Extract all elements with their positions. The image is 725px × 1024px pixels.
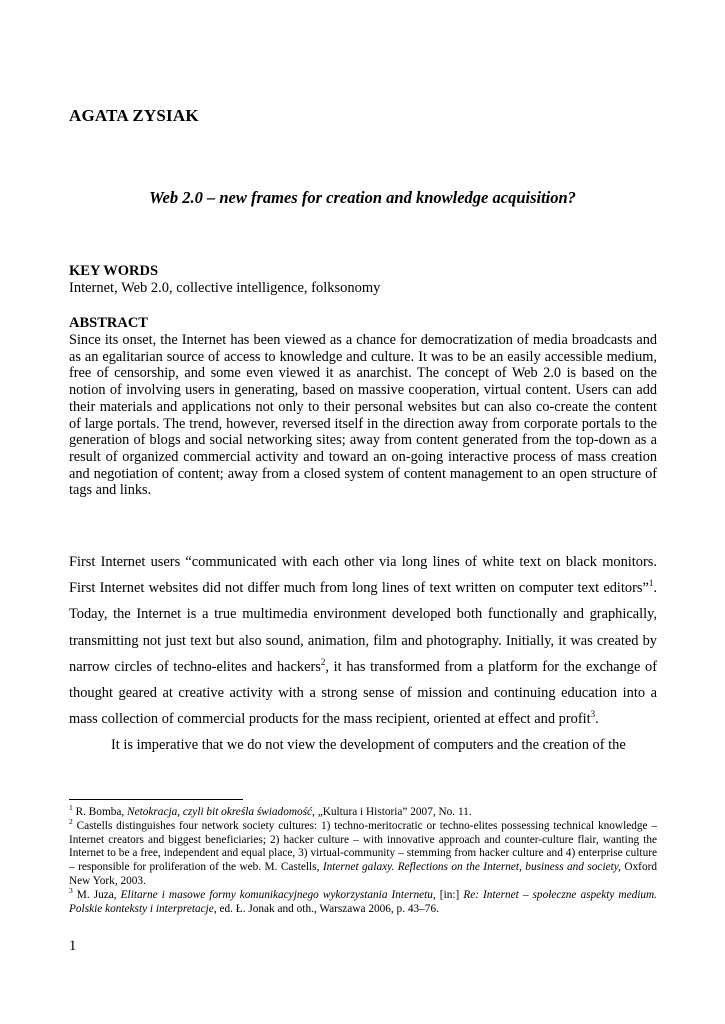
footnote-text: , „Kultura i Historia” 2007, No. 11. <box>312 806 472 818</box>
abstract-text: Since its onset, the Internet has been viewed as a chance for democratization of media broadcasts and as an egalitarian source of access to knowledge and culture. It was to be an easily accessible medium, free of censorship, and some even viewed it as anarchist. The concept of Web 2.0 is based on the notion of involving users in generating, based on massive cooperation, virtual content. Users can add their materials and applications not only to their personal websites but can also co-create the content of large portals. The trend, however, reversed itself in the direction away from corporate portals to the generation of blogs and social networking sites; away from content generated from the top-down as a result of organized commercial activity and toward an on-going interactive process of mass creation and negotiation of content; away from a closed system of content management to an open structure of tags and links. <box>69 332 657 499</box>
author-name: AGATA ZYSIAK <box>69 106 199 125</box>
footnote-text: Castells distinguishes four network society cultures: 1) techno-meritocratic or techno-elites possessing technical knowledge – Internet creators and biggest beneficiaries; 2) hacker culture – with innovative approach and counter-culture flair, wanting the Internet to be a free, independent and equal place, 3) virtual-community – stemming from hacker culture and 4) enterprise culture – responsible for proliferation of the web. M. Castells, <box>69 819 657 874</box>
body-text-run: First Internet users “communicated with each other via long lines of white text on black monitors. First Internet websites did not differ much from long lines of text written on computer text editors” <box>69 554 657 597</box>
footnote-italic: Elitarne i masowe formy komunikacyjnego wykorzystania Internetu <box>120 888 433 901</box>
page-number: 1 <box>69 938 77 954</box>
body-text-run: . Today, the Internet is a true multimedia environment developed both functionally and graphically, transmitting not just text but also sound, animation, film and photography. Initially, it was created by narrow circles of techno-elites and hackers <box>69 580 657 675</box>
footnote-number: 1 <box>69 803 73 813</box>
footnote-1 <box>69 803 657 820</box>
keywords-text: Internet, Web 2.0, collective intelligence, folksonomy <box>69 280 381 296</box>
paper-title: Web 2.0 – new frames for creation and knowledge acquisition? <box>149 188 576 207</box>
footnote-2 <box>69 817 658 889</box>
footnote-italic: Re: Internet – społeczne aspekty medium. Polskie konteksty i interpretacje, <box>69 888 657 915</box>
footnote-text: Oxford New York, 2003. <box>69 861 658 887</box>
footnote-ref[interactable]: 2 <box>320 657 326 668</box>
abstract-heading: ABSTRACT <box>69 315 148 331</box>
keywords-heading: KEY WORDS <box>69 263 159 279</box>
body-text-run: . <box>595 711 599 728</box>
footnote-text: ed. Ł. Jonak and oth., Warszawa 2006, p. 43–76. <box>216 902 439 915</box>
body-paragraph: It is imperative that we do not view the development of computers and the creation of the <box>111 737 626 754</box>
footnote-ref[interactable]: 3 <box>590 709 596 720</box>
body-paragraph <box>69 549 657 732</box>
footnote-number: 2 <box>69 817 73 827</box>
footnotes <box>69 803 658 916</box>
footnote-italic: Internet galaxy. Reflections on the Internet, business and society, <box>322 861 621 874</box>
body-text-run: , it has transformed from a platform for the exchange of thought geared at creative activity with a strong sense of mission and continuing education into a mass collection of commercial products for the mass recipient, oriented at effect and profit <box>69 658 657 728</box>
body-text <box>69 549 657 759</box>
footnote-text: , [in:] <box>432 888 464 901</box>
footnote-text: M. Juza, <box>72 888 121 901</box>
footnote-text: R. Bomba, <box>72 806 128 818</box>
footnote-italic: Netokracja, czyli bit określa świadomość <box>127 806 313 818</box>
footnote-ref[interactable]: 1 <box>648 578 654 589</box>
footnote-3 <box>69 886 657 917</box>
footnote-separator <box>69 799 243 800</box>
footnote-number: 3 <box>69 886 73 896</box>
